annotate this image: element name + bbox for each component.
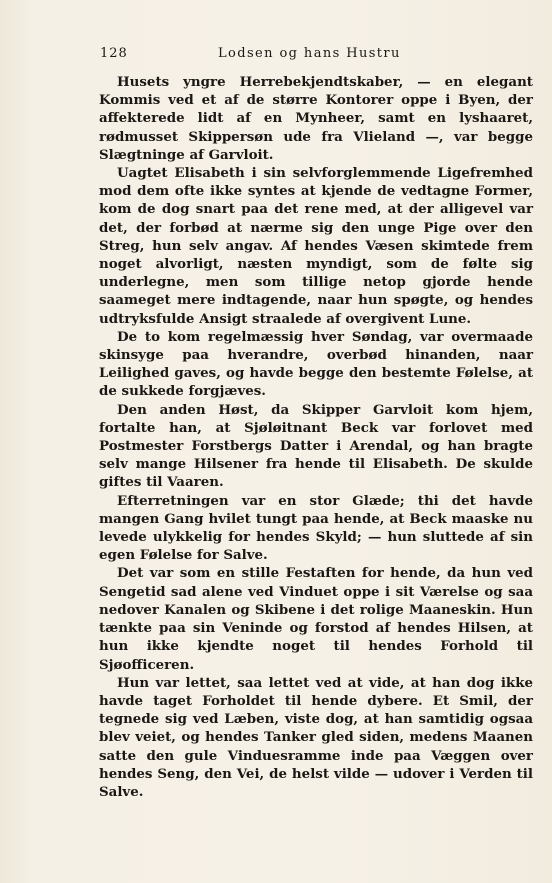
- body-text: [99, 73, 533, 801]
- paragraph: De to kom regelmæssig hver Søndag, var overmaade skinsyge paa hverandre, overbød hinanden, naar Leilighed gaves, og havde begge den bestemte Følelse, at de sukkede forgjæves.: [99, 328, 533, 400]
- running-title: Lodsen og hans Hustru: [218, 46, 401, 61]
- paragraph: Den anden Høst, da Skipper Garvloit kom hjem, fortalte han, at Sjøløitnant Beck var forlovet med Postmester Forstbergs Datter i Arendal, og han bragte selv mange Hilsener fra hende til Elisabeth. De skulde giftes til Vaaren.: [99, 401, 533, 491]
- page-header: [100, 46, 534, 66]
- paragraph: Efterretningen var en stor Glæde; thi det havde mangen Gang hvilet tungt paa hende, at Beck maaske nu levede ulykkelig for hendes Skyld; — hun sluttede af sin egen Følelse for Salve.: [99, 492, 533, 564]
- page-number: 128: [100, 46, 128, 61]
- paragraph: Husets yngre Herrebekjendtskaber, — en elegant Kommis ved et af de større Kontorer oppe i Byen, der affekterede lidt af en Mynheer, samt en lyshaaret, rødmusset Skippersøn ude fra Vlieland —, var begge Slægtninge af Garvloit.: [99, 74, 533, 163]
- paragraph: Hun var lettet, saa lettet ved at vide, at han dog ikke havde taget Forholdet til hende dybere. Et Smil, der tegnede sig ved Læben, viste dog, at han samtidig ogsaa blev veiet, og hendes Tanker gled siden, medens Maanen satte den gule Vinduesramme inde paa Væggen over hendes Seng, den Vei, de helst vilde — udover i Verden til Salve.: [99, 674, 533, 800]
- paragraph: Det var som en stille Festaften for hende, da hun ved Sengetid sad alene ved Vinduet oppe i sit Værelse og saa nedover Kanalen og Skibene i det rolige Maaneskin. Hun tænkte paa sin Veninde og forstod af hendes Hilsen, at hun ikke kjendte noget til hendes Forhold til Sjøofficeren.: [99, 565, 533, 673]
- paragraph: Uagtet Elisabeth i sin selvforglemmende Ligefremhed mod dem ofte ikke syntes at kjende de vedtagne Former, kom de dog snart paa det rene med, at der alligevel var det, der forbød at nærme sig den unge Pige over den Streg, hun selv angav. Af hendes Væsen skimtede frem noget alvorligt, næsten myndigt, som de følte sig underlegne, men som tillige netop gjorde hende saameget mere indtagende, naar hun spøgte, og hendes udtryksfulde Ansigt straalede af overgivent Lune.: [99, 165, 533, 327]
